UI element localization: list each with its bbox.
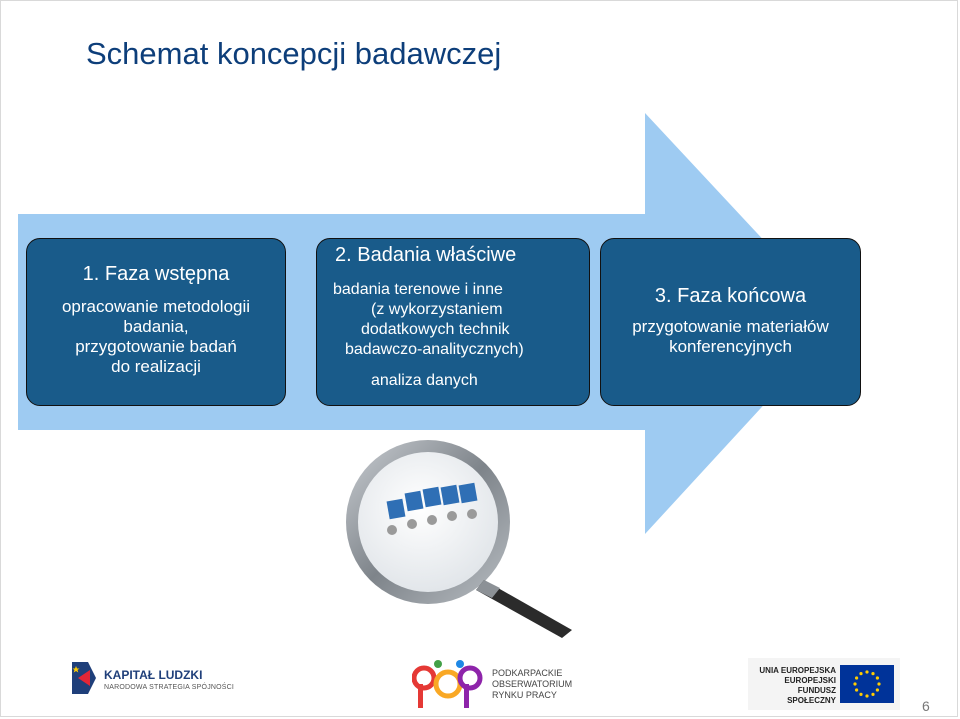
porp-line: RYNKU PRACY — [492, 690, 557, 700]
ue-logo — [748, 658, 900, 710]
porp-line: PODKARPACKIE — [492, 668, 563, 678]
phase-2-line: (z wykorzystaniem — [371, 301, 503, 318]
phase-2-extra: analiza danych — [371, 372, 478, 389]
phase-1-box — [26, 238, 286, 406]
ue-line: UNIA EUROPEJSKA — [759, 666, 836, 675]
porp-logo-icon — [412, 658, 488, 714]
phase-2-title: 2. Badania właściwe — [335, 244, 517, 266]
phase-2-box — [316, 238, 590, 406]
phase-1-description — [27, 297, 285, 377]
phase-1-line: opracowanie metodologii — [61, 297, 251, 316]
phase-3-description — [601, 317, 860, 357]
phase-1-title: 1. Faza wstępna — [82, 263, 230, 285]
phase-3-title: 3. Faza końcowa — [654, 285, 807, 307]
porp-line: OBSERWATORIUM — [492, 679, 573, 689]
ue-name — [754, 666, 836, 706]
phase-2-line: dodatkowych technik — [361, 321, 510, 338]
page-number: 6 — [922, 698, 930, 714]
magnifying-glass-icon — [300, 430, 590, 640]
footer-logos — [0, 650, 960, 719]
phase-1-line: badania, — [123, 317, 189, 336]
slide-title: Schemat koncepcji badawczej — [86, 36, 502, 71]
phase-1-line: przygotowanie badań — [75, 337, 237, 356]
kapital-ludzki-logo-icon — [68, 658, 100, 698]
kapital-ludzki-name: KAPITAŁ LUDZKI — [104, 668, 203, 682]
phase-2-line: badawczo-analitycznych) — [345, 341, 524, 358]
porp-name — [492, 668, 572, 701]
phase-2-description — [317, 280, 589, 360]
phase-3-box — [600, 238, 861, 406]
ue-line: EUROPEJSKI — [784, 676, 836, 685]
phase-2-line: badania terenowe i inne — [333, 281, 503, 298]
ue-line: FUNDUSZ SPOŁECZNY — [787, 686, 836, 705]
phase-3-line: przygotowanie materiałów — [632, 317, 829, 336]
kapital-ludzki-subtitle: NARODOWA STRATEGIA SPÓJNOŚCI — [104, 684, 235, 691]
eu-flag-icon — [840, 665, 894, 703]
phase-3-line: konferencyjnych — [669, 337, 792, 356]
phase-1-line: do realizacji — [111, 357, 201, 376]
